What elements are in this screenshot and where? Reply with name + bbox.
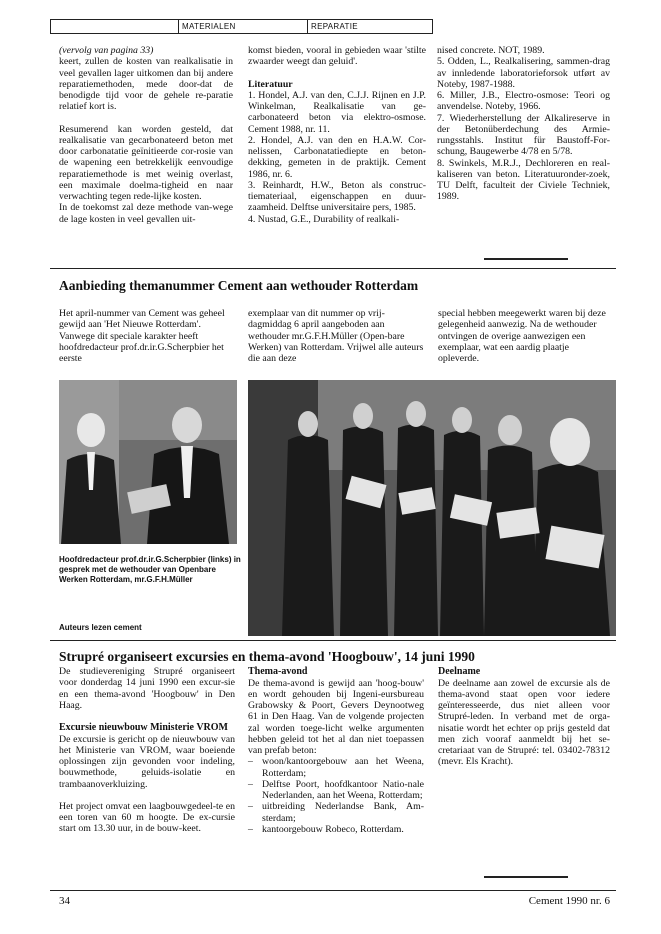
reference-item: 8. Swinkels, M.R.J., Dechloreren en real-kaliseren van beton. Literatuuronder-zoek, TU Delft, faculteit der Civiele Techniek, 1989. (437, 157, 610, 203)
photo-caption: Hoofdredacteur prof.dr.ir.G.Scherpbier (links) in gesprek met de wethouder van Openbare Werken Rotterdam, mr.G.F.H.Müller (59, 555, 241, 584)
article-end-rule (484, 258, 568, 260)
list-item: – uitbreiding Nederlandse Bank, Am-sterdam; (248, 801, 424, 824)
paragraph: keert, zullen de kosten van realkalisatie in veel gevallen lager uitkomen dan bij andere reparatiemethoden, mede door-dat de benodigde tijd voor de gehele re-paratie relatief kort is. (59, 56, 233, 113)
photo-authors-reading (248, 380, 616, 636)
reference-item: 6. Miller, J.B., Electro-osmose: Teori og anvendelse. Noteby, 1966. (437, 90, 610, 113)
article2-col3: special hebben meegewerkt waren bij deze gelegenheid aanwezig. Na de wethouder ontvingen de overige aanwezigen een exemplaar, wat een aardig plaatje opleverde. (438, 308, 606, 364)
section-heading: Excursie nieuwbouw Ministerie VROM (59, 722, 228, 733)
journal-issue: Cement 1990 nr. 6 (528, 895, 610, 907)
paragraph: De studievereniging Strupré organiseert voor donderdag 14 juni 1990 een excur-sie en een thema-avond 'Hoogbouw' in Den Haag. (59, 666, 235, 711)
paragraph: De deelname aan zowel de excursie als de thema-avond staat open voor iedere geïnteresseerde, dus niet alleen voor Strupré-leden. In verband met de orga-nisatie wordt het echter op prijs gesteld dat men zich vooraf aanmeldt bij het se-cretariaat van de Strupré: tel. 03402-78312 (mevr. Els Kracht). (438, 677, 610, 768)
paragraph: In de toekomst zal deze methode van-wege de lage kosten in veel gevallen uit- (59, 202, 233, 225)
paragraph: De thema-avond is gewijd aan 'hoog-bouw' en wordt gehouden bij Ingeni-eursbureau Grabowsky & Poort, Gevers Deynootweg 61 in Den Haag. Van de volgende projecten zal worden toege-licht welke argumenten hebben geleid tot het al dan niet toepassen van prefab beton: (248, 677, 424, 756)
top-article-col1 (59, 45, 233, 225)
section-divider (50, 268, 616, 269)
continued-note: (vervolg van pagina 33) (59, 45, 154, 56)
article3-col1 (59, 666, 235, 835)
reference-item: 7. Wiederherstellung der Alkalireserve in der Betonüberdechung des Armie-rungsstahls. Institut für Baustoff-For-schung, Baugewerbe 4/78 en 5/78. (437, 112, 610, 158)
paragraph: De excursie is gericht op de nieuwbouw van het Ministerie van VROM, waar boeiende oplossingen zijn gevonden voor indeling, bouwmethode, geluids-isolatie en trambaanoverkluizing. (59, 733, 235, 790)
list-item: – Delftse Poort, hoofdkantoor Natio-nale Nederlanden, aan het Weena, Rotterdam; (248, 779, 424, 802)
article-title: Aanbieding themanummer Cement aan wethouder Rotterdam (59, 278, 419, 293)
photo-caption: Auteurs lezen cement (59, 623, 142, 632)
section-heading: Thema-avond (248, 666, 308, 677)
article2-col1: Het april-nummer van Cement was geheel gewijd aan 'Het Nieuwe Rotterdam'. Vanwege dit speciale karakter heeft hoofdredacteur prof.dr.ir.G.Scherpbier het eerste (59, 308, 225, 364)
top-article-col2 (248, 45, 426, 225)
section-tab-bar (50, 19, 433, 34)
footer-rule (50, 890, 616, 891)
tab-materialen[interactable]: MATERIALEN (178, 20, 310, 33)
page-number: 34 (59, 895, 70, 907)
section-heading: Deelname (438, 666, 481, 677)
top-article-col3 (437, 45, 610, 203)
list-item: – woon/kantoorgebouw aan het Weena, Rotterdam; (248, 756, 424, 779)
reference-item: nised concrete. NOT, 1989. (437, 45, 545, 56)
article-title: Strupré organiseert excursies en thema-avond 'Hoogbouw', 14 juni 1990 (59, 649, 475, 664)
reference-item: 2. Hondel, A.J. van den en H.A.W. Cor-nelissen, Carbonatatiediepte en beton-dekking, gemeten in de praktijk. Cement 1986, nr. 6. (248, 134, 426, 180)
paragraph: Resumerend kan worden gesteld, dat realkalisatie van gecarbonateerd beton met door carbonatatie geïnitieerde cor-rosie van de wapening een betrekkelijk eenvoudige reparatiemethode is met weinig overlast, een maximale doelma-tigheid en naar verwachting tegen rede-lijke kosten. (59, 123, 233, 202)
reference-item: 3. Reinhardt, H.W., Beton als construc-tiemateriaal, eigenschappen en duur-zaamheid. Delftse universitaire pers, 1985. (248, 179, 426, 214)
paragraph: komst bieden, vooral in gebieden waar 'stilte zwaarder weegt dan geluid'. (248, 45, 426, 68)
reference-list (248, 90, 426, 225)
article-end-rule (484, 876, 568, 878)
section-divider (50, 640, 616, 641)
reference-item: 5. Odden, L., Realkalisering, sammen-drag av innledende laboratorieforsok utført av Noteby, 1987-1988. (437, 56, 610, 90)
list-item: – kantoorgebouw Robeco, Rotterdam. (248, 824, 424, 835)
reference-item: 1. Hondel, A.J. van den, C.J.J. Rijnen en J.P. Winkelman, Realkalisatie van ge-carbonateerd beton via elektro-osmose. Cement 1988, nr. 11. (248, 89, 426, 135)
article3-col2 (248, 666, 424, 835)
article3-col3 (438, 666, 610, 768)
project-list (248, 756, 424, 835)
literature-heading: Literatuur (248, 78, 293, 90)
article2-col2: exemplaar van dit nummer op vrij-dagmiddag 6 april aangeboden aan wethouder mr.G.F.H.Müller (Open-bare Werken) van Rotterdam. Vrijwel alle auteurs die aan deze (248, 308, 424, 364)
paragraph: Het project omvat een laagbouwgedeel-te en een toren van 60 m hoogte. De ex-cursie start om 13.30 uur, in de bouw-keet. (59, 800, 235, 835)
reference-item: 4. Nustad, G.E., Durability of realkali- (248, 213, 400, 225)
photo-scherpbier-muller (59, 380, 237, 544)
tab-reparatie[interactable]: REPARATIE (307, 20, 435, 33)
